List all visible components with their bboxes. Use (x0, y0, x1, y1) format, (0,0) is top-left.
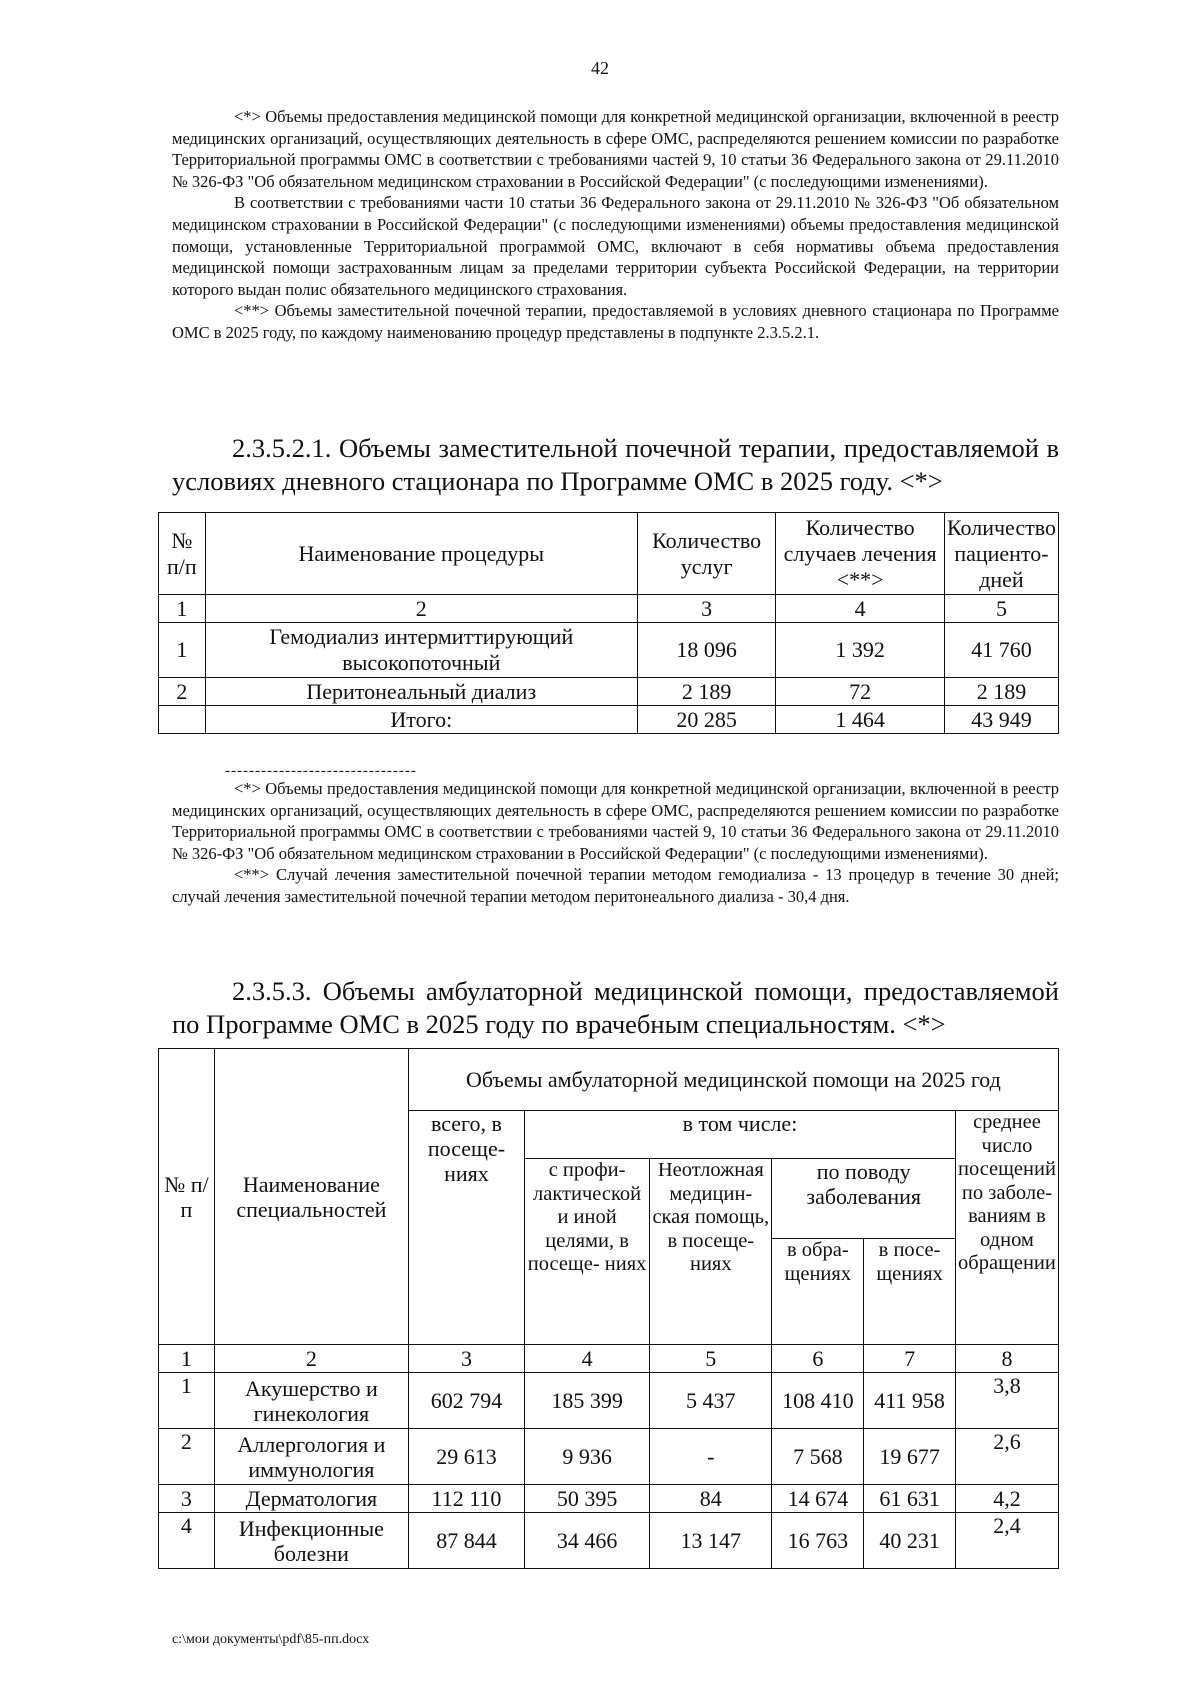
col-number: 2 (205, 595, 637, 623)
cell: 1 464 (776, 706, 945, 734)
cell: 1 (159, 623, 206, 678)
note-paragraph: <*> Объемы предоставления медицинской помощи для конкретной медицинской организации, включенной в реестр медицинских организаций, осуществляющих деятельность в сфере ОМС, распределяются решением комиссии по разработке Территориальной программы ОМС в соответствии с требованиями частей 9, 10 статьи 36 Федерального закона от 29.11.2010 № 326-ФЗ "Об обязательном медицинском страховании в Российской Федерации" (с последующими изменениями). (172, 779, 1059, 863)
page-number: 42 (591, 58, 609, 78)
note-paragraph: <**> Случай лечения заместительной почечной терапии методом гемодиализа - 13 процедур в течение 30 дней; случай лечения заместительной почечной терапии методом перитонеального диализа - 30,4 дня. (172, 865, 1059, 906)
col-number: 2 (214, 1345, 408, 1373)
header-cell: среднее число посещений по заболе- ваниям в одном обращении (955, 1111, 1058, 1345)
cell: 2 189 (637, 678, 775, 706)
cell: Инфекционные болезни (214, 1513, 408, 1569)
cell: 72 (776, 678, 945, 706)
header-cell: Неотложная медицин- ская помощь, в посеще- ниях (650, 1159, 772, 1345)
col-number: 8 (955, 1345, 1058, 1373)
cell: Перитонеальный диализ (205, 678, 637, 706)
footer-file-path: c:\мои документы\pdf\85-пп.docx (172, 1632, 370, 1647)
cell: 19 677 (864, 1429, 956, 1485)
cell: 61 631 (864, 1485, 956, 1513)
header-cell: по поводу заболевания (772, 1159, 955, 1239)
cell: 50 395 (525, 1485, 650, 1513)
cell: 40 231 (864, 1513, 956, 1569)
cell: 87 844 (408, 1513, 524, 1569)
col-number: 7 (864, 1345, 956, 1373)
cell: Аллергология и иммунология (214, 1429, 408, 1485)
cell: 14 674 (772, 1485, 864, 1513)
heading-text: 2.3.5.3. Объемы амбулаторной медицинской помощи, предоставляемой по Программе ОМС в 2025 году по врачебным специальностям. <*> (172, 976, 1059, 1039)
header-cell: Наименование процедуры (205, 513, 637, 595)
heading-text: 2.3.5.2.1. Объемы заместительной почечной терапии, предоставляемой в условиях дневного стационара по Программе ОМС в 2025 году. <*> (172, 433, 1059, 496)
cell: 18 096 (637, 623, 775, 678)
cell: 2 (159, 678, 206, 706)
cell: 3 (159, 1485, 215, 1513)
table-row (159, 623, 1059, 678)
note-paragraph: В соответствии с требованиями части 10 статьи 36 Федерального закона от 29.11.2010 № 326-ФЗ "Об обязательном медицинском страховании в Российской Федерации" (с последующими изменениями) объемы предоставления медицинской помощи, установленные Территориальной программой ОМС, включают в себя нормативы объема предоставления медицинской помощи застрахованным лицам за пределами территории субъекта Российской Федерации, на территории которого выдан полис обязательного медицинского страхования. (172, 193, 1059, 299)
cell: 41 760 (944, 623, 1058, 678)
col-number: 3 (408, 1345, 524, 1373)
header-cell: № п/п (159, 1049, 215, 1345)
header-cell: всего, в посеще- ниях (408, 1111, 524, 1345)
table-row (159, 1429, 1059, 1485)
cell: 29 613 (408, 1429, 524, 1485)
table-header-row (159, 513, 1059, 595)
header-cell: Объемы амбулаторной медицинской помощи на 2025 год (408, 1049, 1058, 1111)
col-number: 1 (159, 595, 206, 623)
col-number: 5 (944, 595, 1058, 623)
header-cell: в обра- щениях (772, 1239, 864, 1345)
notes-top (172, 106, 1059, 344)
table-row (159, 1513, 1059, 1569)
note-paragraph: <*> Объемы предоставления медицинской помощи для конкретной медицинской организации, включенной в реестр медицинских организаций, осуществляющих деятельность в сфере ОМС, распределяются решением комиссии по разработке Территориальной программы ОМС в соответствии с требованиями частей 9, 10 статьи 36 Федерального закона от 29.11.2010 № 326-ФЗ "Об обязательном медицинском страховании в Российской Федерации" (с последующими изменениями). (172, 107, 1059, 191)
table-header-row (159, 1049, 1059, 1111)
dialysis-table (158, 512, 1059, 734)
cell: 20 285 (637, 706, 775, 734)
cell: 84 (650, 1485, 772, 1513)
cell: Итого: (205, 706, 637, 734)
cell: 1 (159, 1373, 215, 1429)
col-number: 3 (637, 595, 775, 623)
footnote-separator: -------------------------------- (225, 763, 417, 779)
cell: 602 794 (408, 1373, 524, 1429)
cell: 4,2 (955, 1485, 1058, 1513)
col-number: 4 (525, 1345, 650, 1373)
col-number: 1 (159, 1345, 215, 1373)
col-number: 5 (650, 1345, 772, 1373)
cell: 16 763 (772, 1513, 864, 1569)
column-number-row (159, 1345, 1059, 1373)
header-cell: Количество пациенто-дней (944, 513, 1058, 595)
outpatient-table (158, 1048, 1059, 1569)
header-cell: Наименование специальностей (214, 1049, 408, 1345)
total-row (159, 706, 1059, 734)
cell: 185 399 (525, 1373, 650, 1429)
table-row (159, 678, 1059, 706)
cell: 2,6 (955, 1429, 1058, 1485)
column-number-row (159, 595, 1059, 623)
table-row (159, 1373, 1059, 1429)
cell: 4 (159, 1513, 215, 1569)
header-cell: № п/п (159, 513, 206, 595)
notes-middle (172, 778, 1059, 908)
table-row (159, 1485, 1059, 1513)
section-heading-1 (172, 432, 1059, 498)
cell: 7 568 (772, 1429, 864, 1485)
note-paragraph: <**> Объемы заместительной почечной терапии, предоставляемой в условиях дневного стационара по Программе ОМС в 2025 году, по каждому наименованию процедур представлены в подпункте 2.3.5.2.1. (172, 301, 1059, 342)
cell: 2 (159, 1429, 215, 1485)
cell: 3,8 (955, 1373, 1058, 1429)
cell: Акушерство и гинекология (214, 1373, 408, 1429)
header-cell: в посе- щениях (864, 1239, 956, 1345)
cell: 5 437 (650, 1373, 772, 1429)
header-cell: с профи- лактической и иной целями, в посеще- ниях (525, 1159, 650, 1345)
cell: 2,4 (955, 1513, 1058, 1569)
cell: 411 958 (864, 1373, 956, 1429)
header-cell: в том числе: (525, 1111, 956, 1159)
cell: 13 147 (650, 1513, 772, 1569)
cell: 108 410 (772, 1373, 864, 1429)
cell: 34 466 (525, 1513, 650, 1569)
cell: Гемодиализ интермиттирующий высокопоточный (205, 623, 637, 678)
cell: 2 189 (944, 678, 1058, 706)
header-cell: Количество услуг (637, 513, 775, 595)
header-cell: Количество случаев лечения <**> (776, 513, 945, 595)
col-number: 6 (772, 1345, 864, 1373)
section-heading-2 (172, 975, 1059, 1041)
cell: 9 936 (525, 1429, 650, 1485)
col-number: 4 (776, 595, 945, 623)
cell: 1 392 (776, 623, 945, 678)
cell: 43 949 (944, 706, 1058, 734)
cell: - (650, 1429, 772, 1485)
cell: Дерматология (214, 1485, 408, 1513)
cell (159, 706, 206, 734)
cell: 112 110 (408, 1485, 524, 1513)
